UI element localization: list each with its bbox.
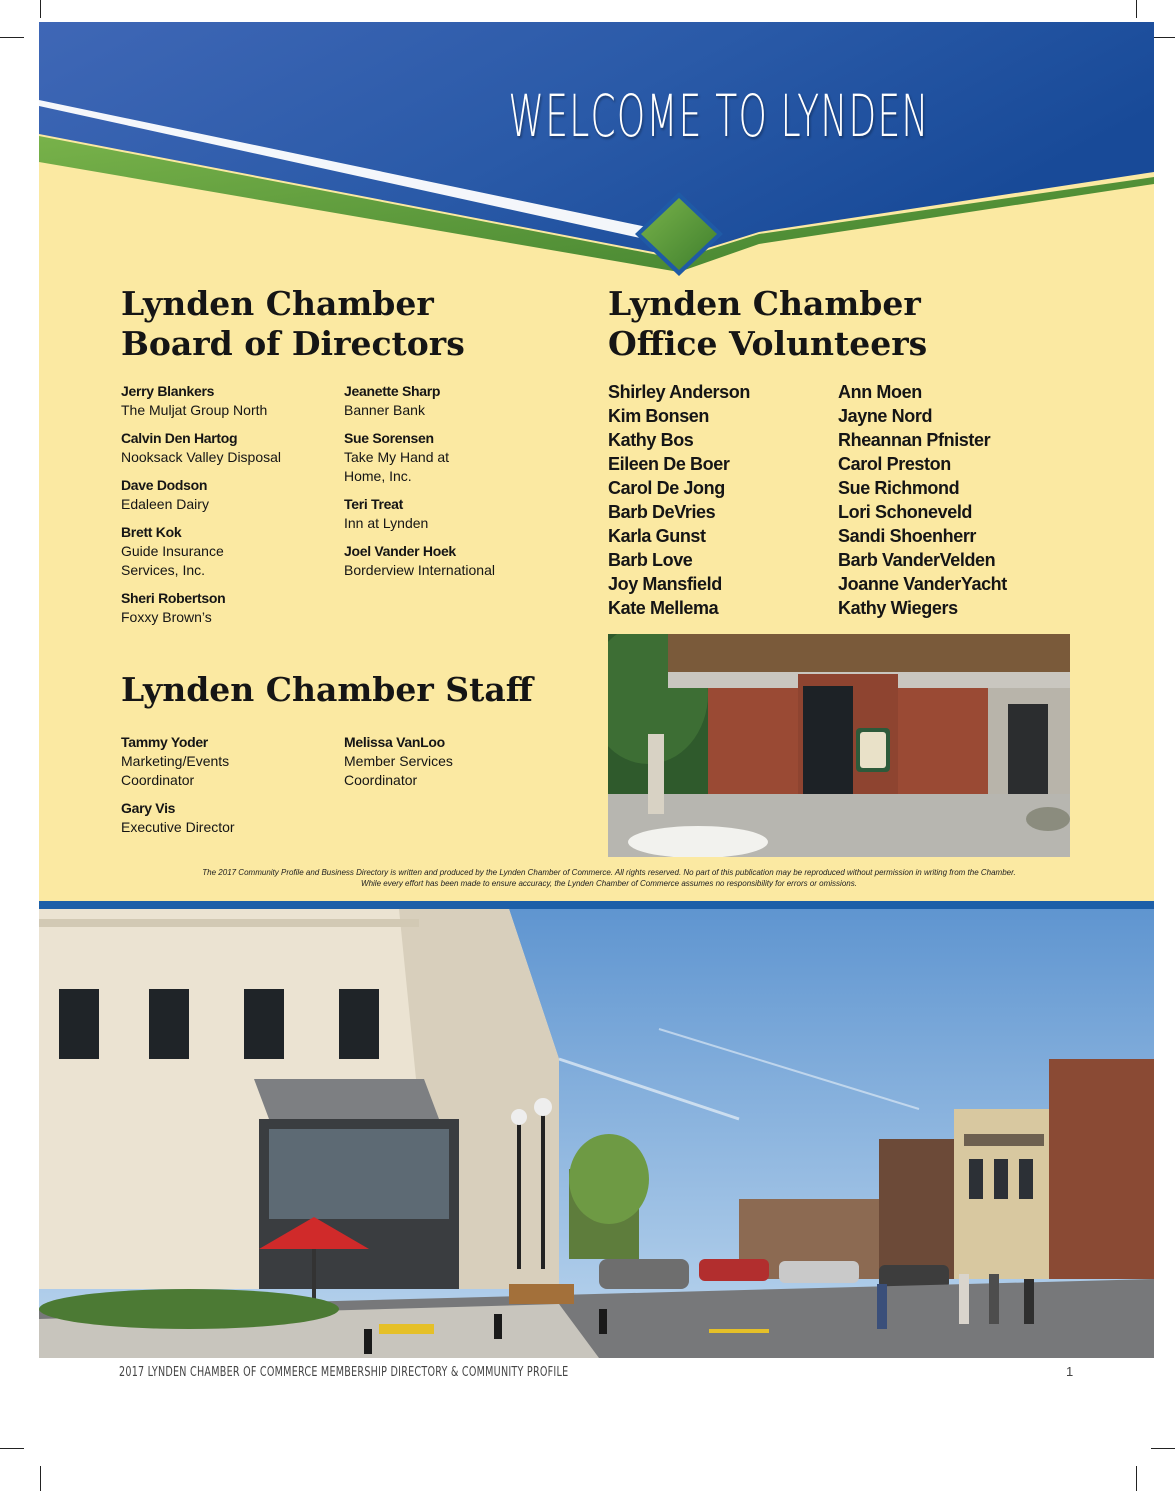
volunteer-name: Joy Mansfield: [608, 574, 722, 594]
volunteer-name: Sandi Shoenherr: [838, 526, 977, 546]
volunteer-name: Eileen De Boer: [608, 454, 730, 474]
downtown-street-photo: [39, 909, 1154, 1358]
crop-mark: [1151, 37, 1175, 38]
member-org: Edaleen Dairy: [121, 496, 209, 512]
member-org: Borderview International: [344, 562, 495, 578]
crop-mark: [40, 1466, 41, 1491]
member-org: Take My Hand at Home, Inc.: [344, 449, 450, 484]
crop-mark: [1136, 1466, 1137, 1491]
member-org: Guide Insurance Services, Inc.: [121, 543, 224, 578]
crop-mark: [0, 1448, 24, 1449]
staff-member: [121, 733, 336, 790]
member-name: Jeanette Sharp: [344, 383, 441, 399]
board-member: [121, 429, 336, 467]
volunteer-name: Barb VanderVelden: [838, 550, 996, 570]
volunteer-name: Ann Moen: [838, 382, 922, 402]
banner-graphic: [39, 22, 1154, 292]
member-org: Inn at Lynden: [344, 515, 429, 531]
member-name: Gary Vis: [121, 800, 176, 816]
board-member: [344, 382, 559, 420]
staff-left-column: [121, 733, 336, 846]
volunteer-name: Kate Mellema: [608, 598, 719, 618]
volunteers-right-column: [838, 380, 1068, 620]
board-member: [344, 542, 559, 580]
staff-member: [344, 733, 559, 790]
crop-mark: [40, 0, 41, 18]
disclaimer-line1: The 2017 Community Profile and Business Directory is written and produced by the Lynden Chamber of Commerce. All rights reserved. No part of this publication may be reproduced without permission in writing from the Chamber.: [202, 868, 1016, 877]
volunteer-name: Karla Gunst: [608, 526, 706, 546]
footer-publication-title: 2017 LYNDEN CHAMBER OF COMMERCE MEMBERSHIP DIRECTORY & COMMUNITY PROFILE: [119, 1365, 569, 1380]
volunteer-name: Joanne VanderYacht: [838, 574, 1007, 594]
member-name: Calvin Den Hartog: [121, 430, 238, 446]
board-heading-line2: Board of Directors: [121, 324, 465, 363]
member-name: Teri Treat: [344, 496, 403, 512]
staff-member: [121, 799, 336, 837]
crop-mark: [0, 37, 24, 38]
volunteer-name: Shirley Anderson: [608, 382, 750, 402]
volunteers-heading-line1: Lynden Chamber: [608, 284, 921, 323]
board-member: [121, 589, 336, 627]
member-org: Banner Bank: [344, 402, 425, 418]
crop-mark: [1136, 0, 1137, 18]
member-org: Foxxy Brown’s: [121, 609, 212, 625]
page-title: WELCOME TO LYNDEN: [508, 82, 930, 150]
member-name: Sheri Robertson: [121, 590, 226, 606]
member-name: Tammy Yoder: [121, 734, 208, 750]
member-role: Member Services Coordinator: [344, 753, 453, 788]
volunteer-name: Carol Preston: [838, 454, 951, 474]
disclaimer-line2: While every effort has been made to ensure accuracy, the Lynden Chamber of Commerce assumes no responsibility for errors or omissions.: [361, 879, 857, 888]
member-role: Executive Director: [121, 819, 235, 835]
board-member: [121, 523, 336, 580]
crop-mark: [1151, 1448, 1175, 1449]
volunteer-name: Rheannan Pfnister: [838, 430, 991, 450]
visitor-center-photo: [608, 634, 1070, 857]
member-name: Joel Vander Hoek: [344, 543, 456, 559]
board-heading: [121, 284, 465, 364]
member-name: Brett Kok: [121, 524, 182, 540]
volunteer-name: Barb DeVries: [608, 502, 716, 522]
board-member: [121, 476, 336, 514]
volunteers-left-column: [608, 380, 838, 620]
welcome-banner: [39, 22, 1154, 292]
member-org: The Muljat Group North: [121, 402, 268, 418]
member-name: Sue Sorensen: [344, 430, 434, 446]
board-heading-line1: Lynden Chamber: [121, 284, 434, 323]
volunteer-name: Kathy Wiegers: [838, 598, 958, 618]
member-name: Dave Dodson: [121, 477, 208, 493]
page-footer: [39, 1358, 1154, 1386]
staff-heading: Lynden Chamber Staff: [121, 670, 533, 709]
board-member: [344, 429, 559, 486]
volunteers-heading-line2: Office Volunteers: [608, 324, 928, 363]
magazine-page: [39, 22, 1154, 1386]
volunteer-name: Lori Schoneveld: [838, 502, 973, 522]
volunteer-name: Sue Richmond: [838, 478, 960, 498]
member-name: Melissa VanLoo: [344, 734, 445, 750]
page-number: 1: [1066, 1364, 1074, 1379]
board-member: [121, 382, 336, 420]
divider-line: [39, 901, 1154, 909]
member-role: Marketing/Events Coordinator: [121, 753, 230, 788]
volunteer-name: Barb Love: [608, 550, 693, 570]
volunteer-name: Jayne Nord: [838, 406, 933, 426]
volunteer-name: Kim Bonsen: [608, 406, 710, 426]
board-member: [344, 495, 559, 533]
volunteer-name: Kathy Bos: [608, 430, 694, 450]
volunteers-heading: [608, 284, 927, 364]
volunteer-name: Carol De Jong: [608, 478, 725, 498]
board-right-column: [344, 382, 559, 589]
member-org: Nooksack Valley Disposal: [121, 449, 282, 465]
staff-right-column: [344, 733, 559, 799]
copyright-disclaimer: [109, 867, 1109, 889]
board-left-column: [121, 382, 336, 636]
member-name: Jerry Blankers: [121, 383, 215, 399]
